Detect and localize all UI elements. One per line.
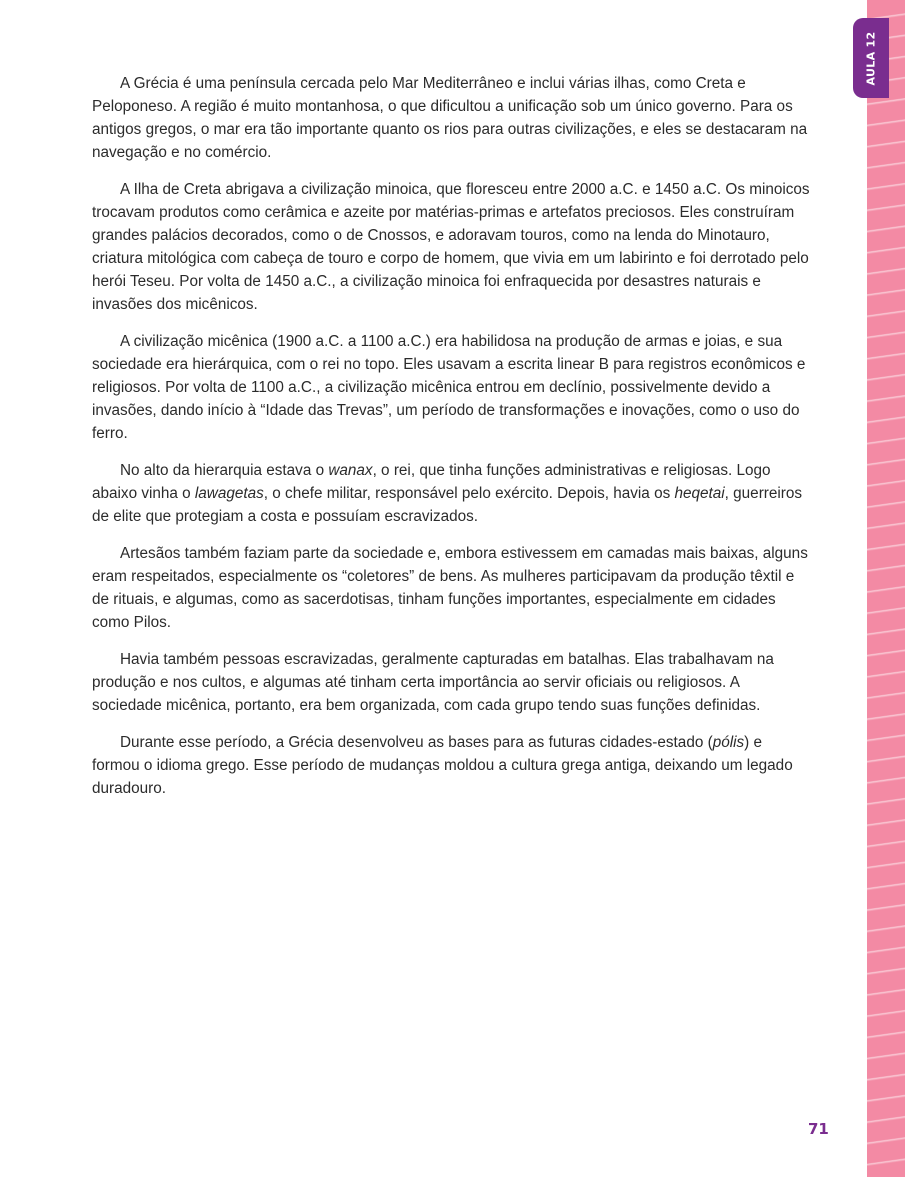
paragraph-legacy — [92, 731, 812, 800]
paragraph-geography: A Grécia é uma península cercada pelo Mar Mediterrâneo e inclui várias ilhas, como Creta e Peloponeso. A região é muito montanhosa, o que dificultou a unificação sob um único governo. Para os antigos gregos, o mar era tão importante quanto os rios para outras civilizações, e eles se destacaram na navegação e no comércio. — [92, 75, 808, 161]
text-run: Durante esse período, a Grécia desenvolveu as bases para as futuras cidades-estado ( — [120, 734, 713, 751]
paragraph-artisans: Artesãos também faziam parte da sociedade e, embora estivessem em camadas mais baixas, alguns eram respeitados, especialmente os “coletores” de bens. As mulheres participavam da produção têxtil e de rituais, e algumas, como as sacerdotisas, tinham funções importantes, especialmente em cidades como Pilos. — [92, 545, 808, 631]
page-number: 71 — [808, 1120, 829, 1138]
term-lawagetas: lawagetas — [194, 485, 264, 502]
paragraph-mycenaean: A civilização micênica (1900 a.C. a 1100 a.C.) era habilidosa na produção de armas e joias, e sua sociedade era hierárquica, com o rei no topo. Eles usavam a escrita linear B para registros econômicos e religiosos. Por volta de 1100 a.C., a civilização micênica entrou em declínio, possivelmente devido a invasões, dando início à “Idade das Trevas”, um período de transformações e inovações, como o uso do ferro. — [92, 333, 806, 442]
text-run: , guerreiros de elite que protegiam a costa e possuíam escravizados. — [92, 485, 803, 525]
paragraph-enslaved: Havia também pessoas escravizadas, geralmente capturadas em batalhas. Elas trabalhavam na produção e nos cultos, e algumas até tinham certa importância ao servir oficiais ou religiosos. A sociedade micênica, portanto, era bem organizada, com cada grupo tendo suas funções definidas. — [92, 651, 774, 714]
term-polis: pólis — [712, 734, 745, 751]
text-run: No alto da hierarquia estava o — [120, 462, 329, 479]
lesson-tab-label: AULA 12 — [864, 31, 878, 85]
text-run: ) e formou o idioma grego. Esse período de mudanças moldou a cultura grega antiga, deixando um legado duradouro. — [92, 734, 793, 797]
paragraph-minoan: A Ilha de Creta abrigava a civilização minoica, que floresceu entre 2000 a.C. e 1450 a.C. Os minoicos trocavam produtos como cerâmica e azeite por matérias-primas e artefatos preciosos. Eles construíram grandes palácios decorados, como o de Cnossos, e adoravam touros, como na lenda do Minotauro, criatura mitológica com cabeça de touro e corpo de homem, que vivia em um labirinto e foi derrotado pelo herói Teseu. Por volta de 1450 a.C., a civilização minoica foi enfraquecida por desastres naturais e invasões dos micênicos. — [92, 181, 810, 313]
article-body — [92, 72, 812, 800]
paragraph-hierarchy — [92, 459, 812, 528]
term-heqetai: heqetai — [674, 485, 725, 502]
text-run: , o chefe militar, responsável pelo exército. Depois, havia os — [263, 485, 675, 502]
text-run: , o rei, que tinha funções administrativas e religiosas. Logo abaixo vinha o — [92, 462, 771, 502]
decorative-side-strip — [864, 0, 905, 1177]
lesson-tab — [853, 18, 889, 98]
term-wanax: wanax — [328, 462, 373, 479]
